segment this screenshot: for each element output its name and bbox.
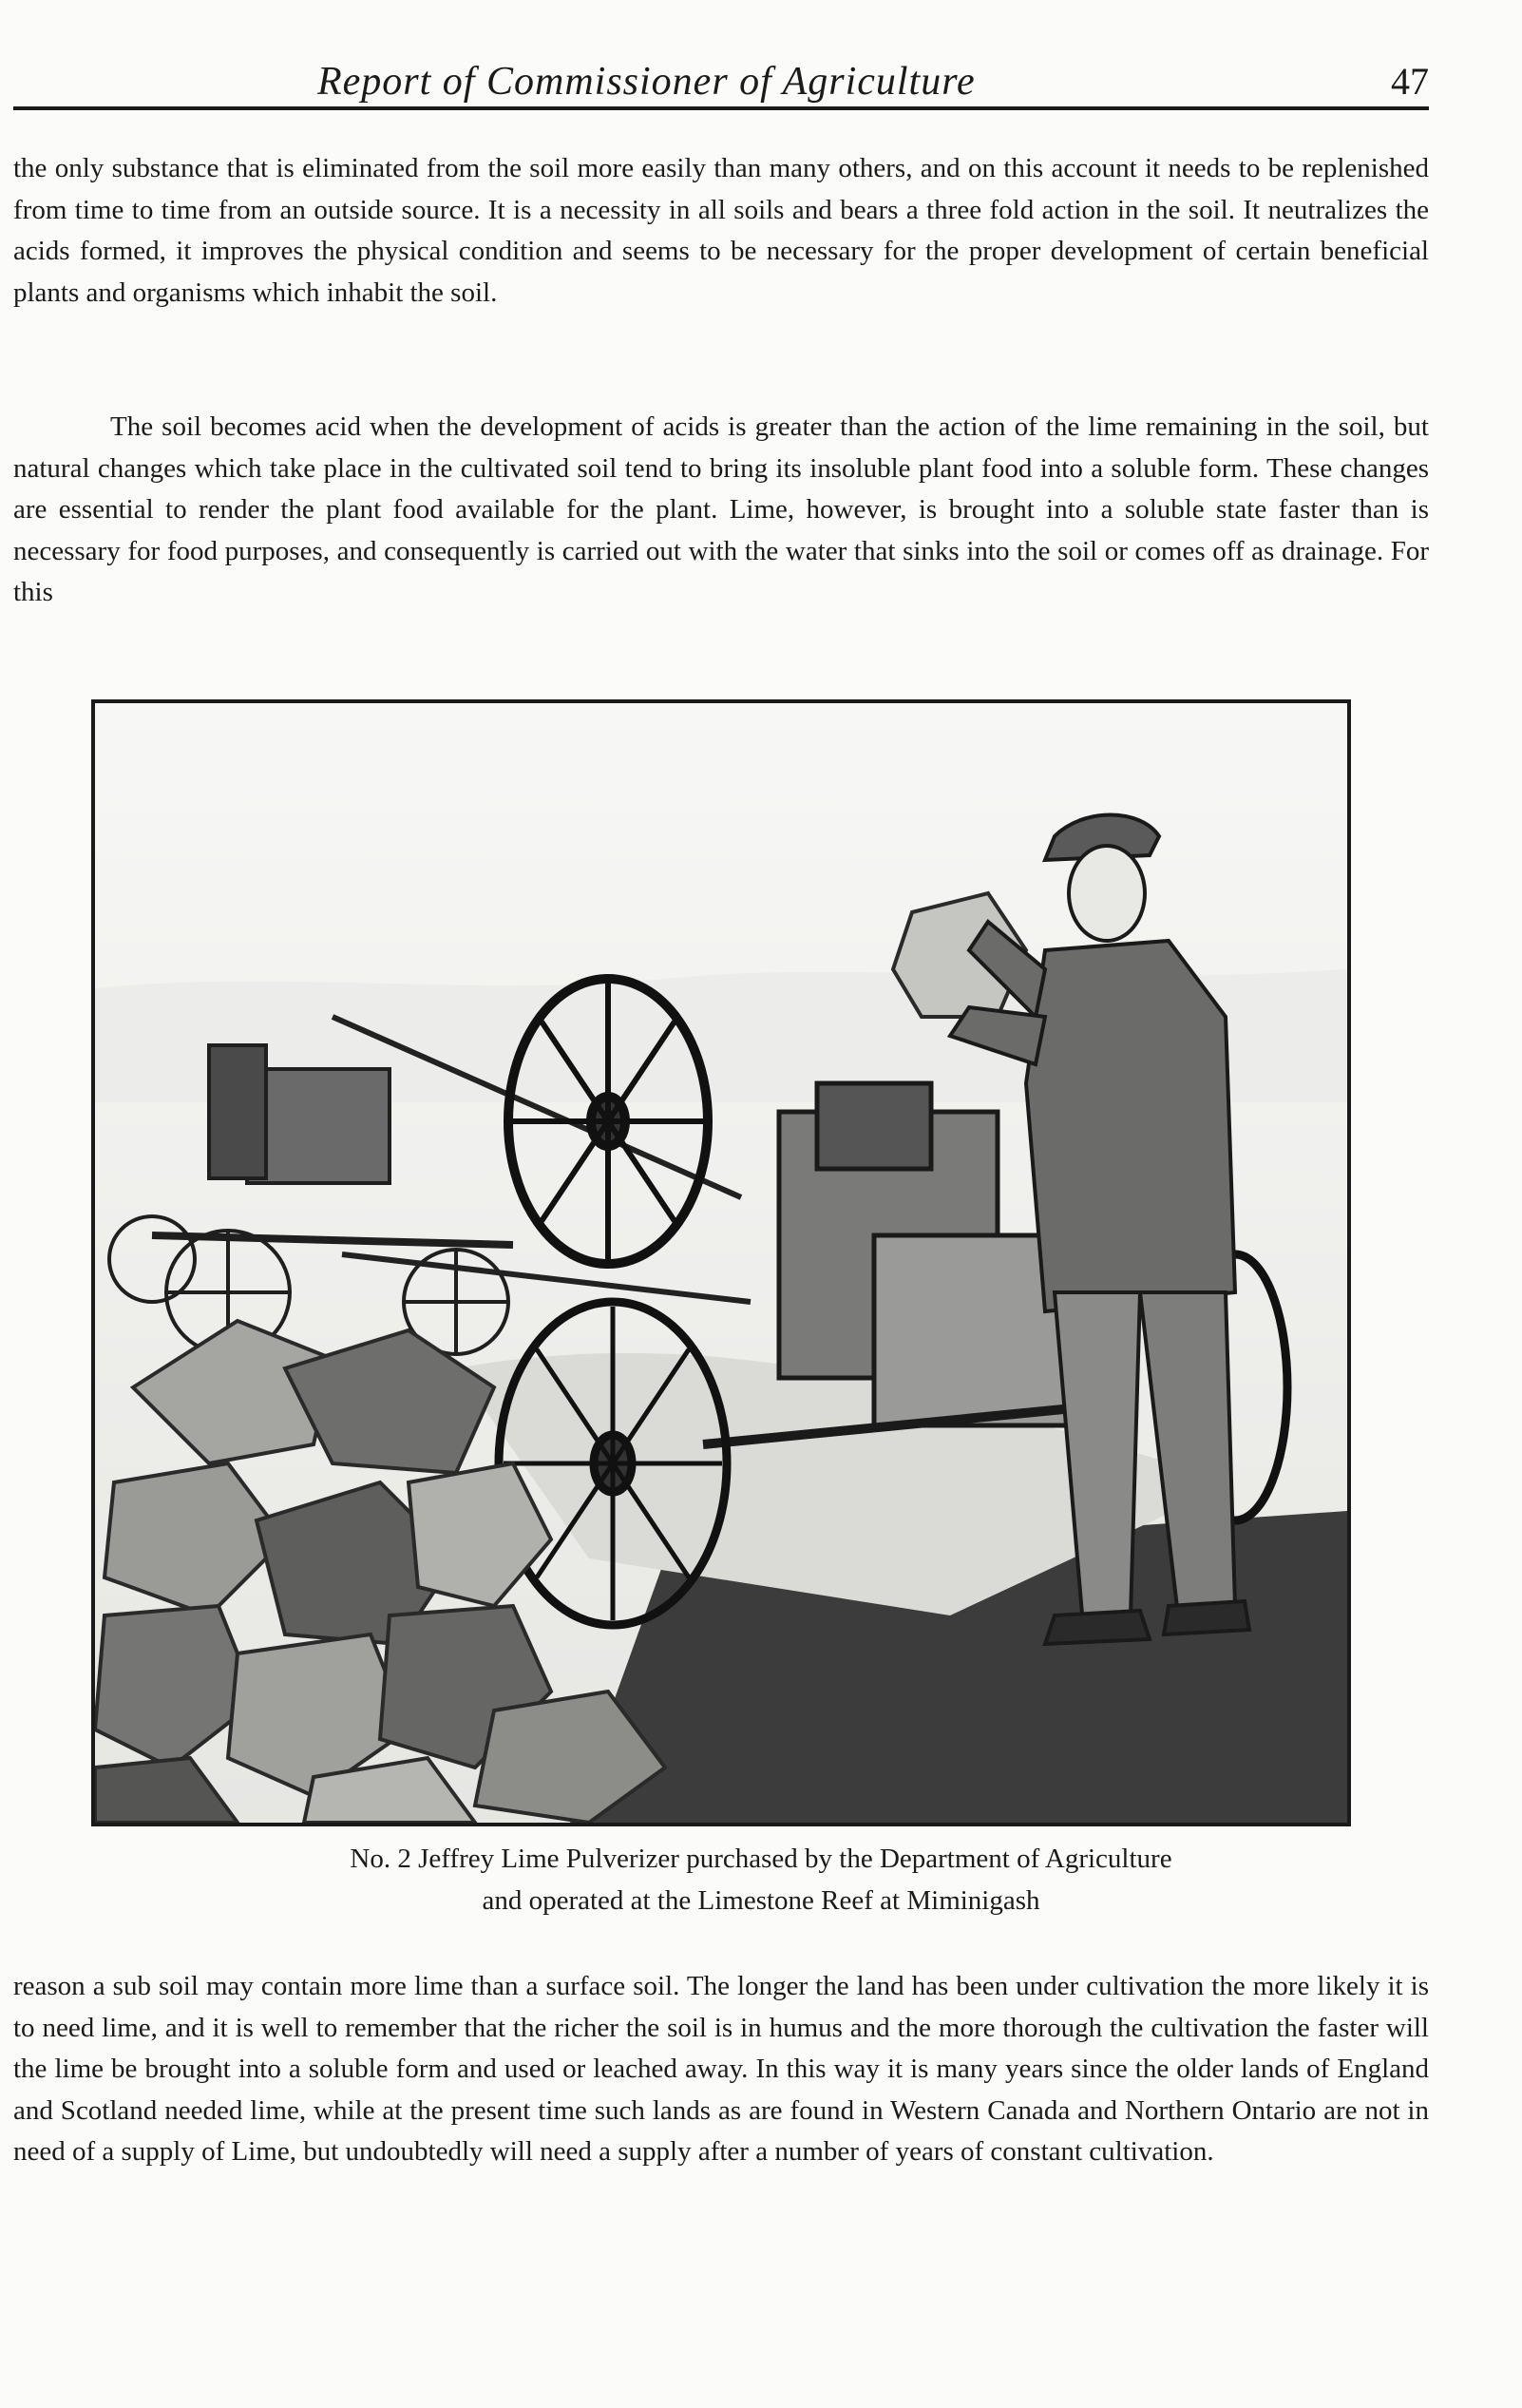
header-rule [13,106,1429,110]
photograph-lime-pulverizer [91,699,1351,1826]
body-paragraph-3: reason a sub soil may contain more lime than a surface soil. The longer the land has been under cultivation the more likely it is to need lime, and it is well to remember that the richer the soil is in humus and the more thorough the cultivation the faster will the lime be brought into a soluble form and used or leached away. In this way it is many years since the older lands of England and Scotland needed lime, while at the present time such lands as are found in Western Canada and Northern Ontario are not in need of a supply of Lime, but undoubtedly will need a supply after a number of years of constant cultivation. [13,1971,1429,2168]
front-wheel [499,1302,727,1625]
flywheel [508,979,708,1264]
page-number: 47 [1391,60,1429,103]
body-paragraph-1: the only substance that is eliminated from the soil more easily than many others, and on this account it needs to be replenished from time to time from an outside source. It is a necessity in all soils and bears a three fold action in the soil. It neutralizes the acids formed, it improves the physical condition and seems to be necessary for the proper development of certain beneficial plants and organisms which inhabit the soil. [13,153,1429,308]
header-title: Report of Commissioner of Agriculture [317,60,976,104]
caption-line-1: No. 2 Jeffrey Lime Pulverizer purchased by the Department of Agriculture [350,1844,1172,1874]
caption-line-2: and operated at the Limestone Reef at Miminigash [482,1885,1040,1916]
figure-caption [0,1838,1522,1921]
body-paragraph-2: The soil becomes acid when the development of acids is greater than the action of the lime remaining in the soil, but natural changes which take place in the cultivated soil tend to bring its insoluble plant food into a soluble form. These changes are essential to render the plant food available for the plant. Lime, however, is brought into a soluble state faster than is necessary for food purposes, and consequently is carried out with the water that sinks into the soil or comes off as drainage. For this [13,411,1429,608]
photograph-illustration [95,703,1347,1823]
